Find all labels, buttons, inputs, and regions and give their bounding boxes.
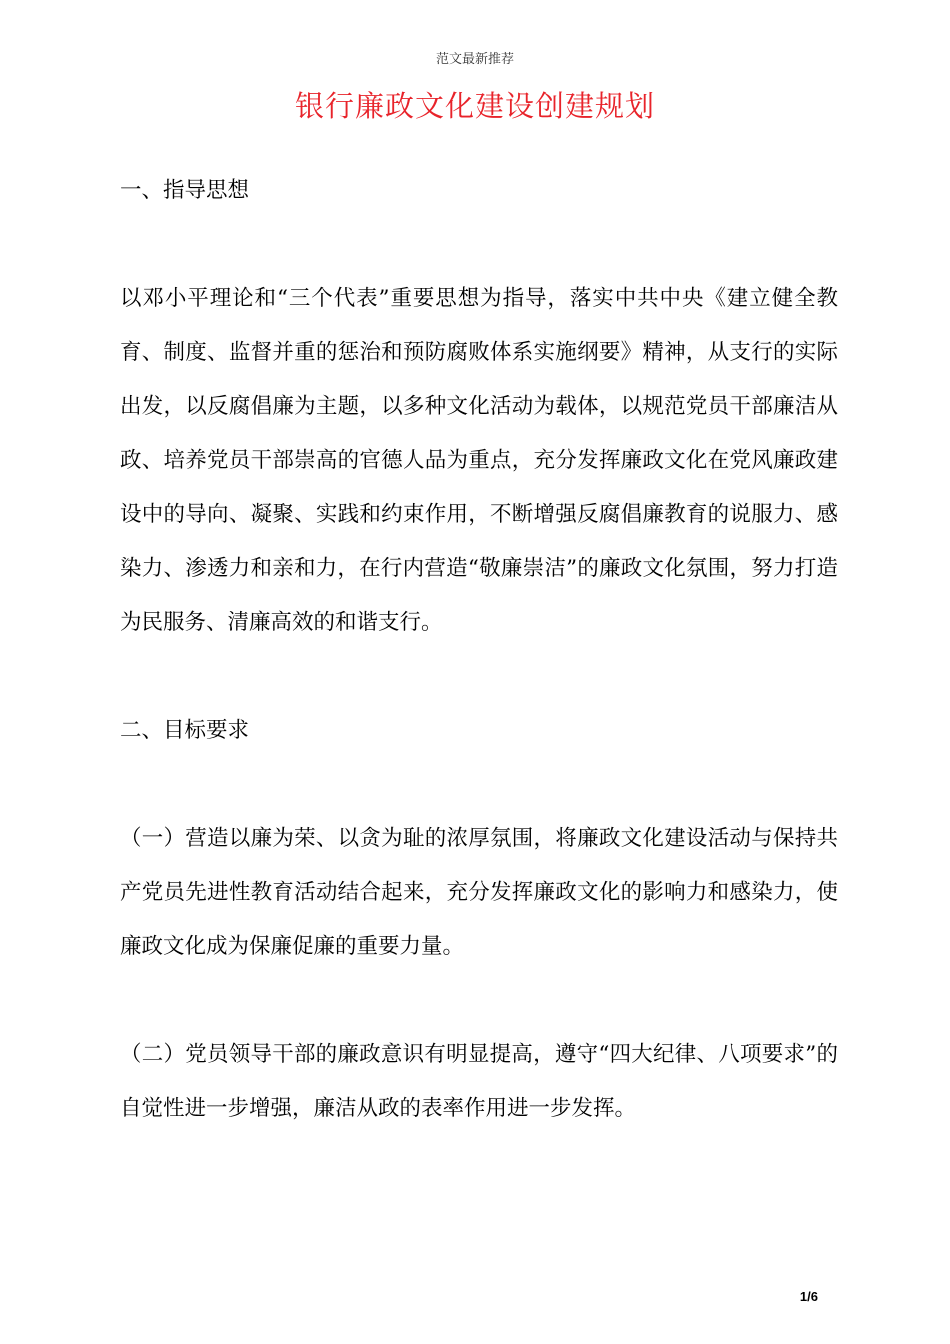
- section-heading-guiding-ideology: 一、指导思想: [120, 178, 250, 203]
- document-body: [120, 164, 838, 1136]
- paragraph-goal-1: （一）营造以廉为荣、以贪为耻的浓厚氛围，将廉政文化建设活动与保持共产党员先进性教育活动结合起来，充分发挥廉政文化的影响力和感染力，使廉政文化成为保廉促廉的重要力量。: [120, 826, 838, 959]
- paragraph-goal-2: （二）党员领导干部的廉政意识有明显提高，遵守“四大纪律、八项要求”的自觉性进一步增强，廉洁从政的表率作用进一步发挥。: [120, 1042, 838, 1121]
- page-header: 范文最新推荐: [435, 52, 514, 67]
- document-title: 银行廉政文化建设创建规划: [294, 89, 655, 123]
- paragraph-guiding-ideology: 以邓小平理论和“三个代表”重要思想为指导，落实中共中央《建立健全教育、制度、监督并重的惩治和预防腐败体系实施纲要》精神，从支行的实际出发，以反腐倡廉为主题，以多种文化活动为载体，以规范党员干部廉洁从政、培养党员干部崇高的官德人品为重点，充分发挥廉政文化在党风廉政建设中的导向、凝聚、实践和约束作用，不断增强反腐倡廉教育的说服力、感染力、渗透力和亲和力，在行内营造“敬廉崇洁”的廉政文化氛围，努力打造为民服务、清廉高效的和谐支行。: [120, 286, 838, 635]
- page-number: 1/6: [799, 1289, 818, 1304]
- section-heading-goals: 二、目标要求: [120, 718, 250, 743]
